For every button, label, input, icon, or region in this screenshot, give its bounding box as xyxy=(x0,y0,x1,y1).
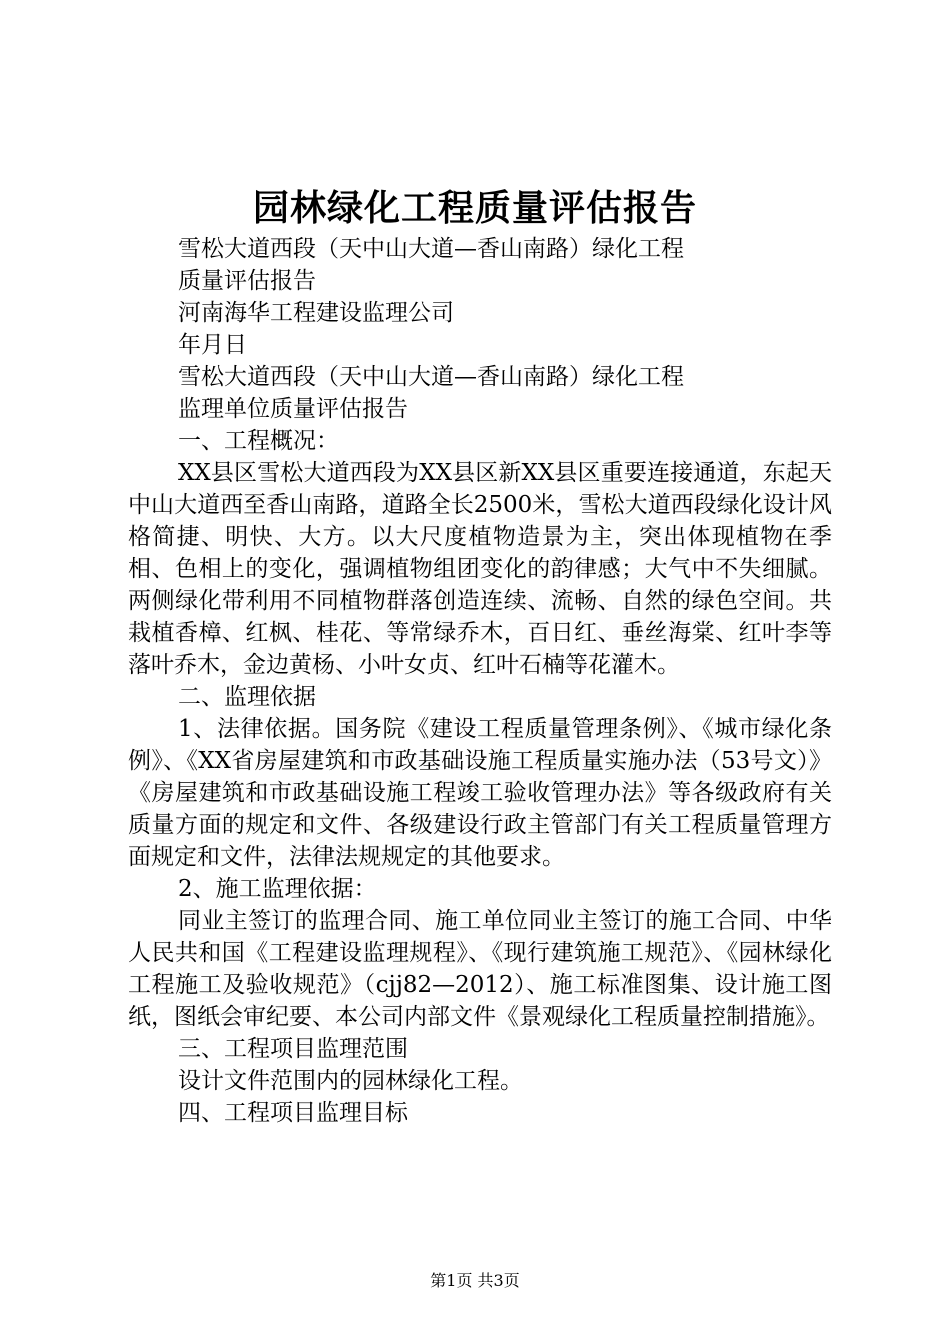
paragraph-legal-basis: 1、法律依据。国务院《建设工程质量管理条例》、《城市绿化条例》、《XX省房屋建筑和市政基础设施工程质量实施办法（53号文）》《房屋建筑和市政基础设施工程竣工验收管理办法》等各级政府有关质量方面的规定和文件、各级建设行政主管部门有关工程质量管理方面规定和文件，法律法规规定的其他要求。 xyxy=(128,716,832,870)
page-number-footer: 第1页 共3页 xyxy=(430,1271,520,1290)
company-name-line: 河南海华工程建设监理公司 xyxy=(178,300,454,326)
project-name-line: 雪松大道西段（天中山大道—香山南路）绿化工程 xyxy=(178,236,684,262)
report-type-line: 监理单位质量评估报告 xyxy=(178,396,408,422)
section-heading-overview: 一、工程概况： xyxy=(178,428,339,454)
section-heading-basis: 二、监理依据 xyxy=(178,684,316,710)
paragraph-overview: XX县区雪松大道西段为XX县区新XX县区重要连接通道，东起天中山大道西至香山南路，道路全长2500米，雪松大道西段绿化设计风格简捷、明快、大方。以大尺度植物造景为主，突出体现植物在季相、色相上的变化，强调植物组团变化的韵律感；大气中不失细腻。两侧绿化带利用不同植物群落创造连续、流畅、自然的绿色空间。共栽植香樟、红枫、桂花、等常绿乔木，百日红、垂丝海棠、红叶李等落叶乔木，金边黄杨、小叶女贞、红叶石楠等花灌木。 xyxy=(128,460,832,678)
date-line: 年月日 xyxy=(178,332,247,358)
section-heading-scope: 三、工程项目监理范围 xyxy=(178,1036,408,1062)
paragraph-construction-basis: 同业主签订的监理合同、施工单位同业主签订的施工合同、中华人民共和国《工程建设监理规程》、《现行建筑施工规范》、《园林绿化工程施工及验收规范》（cjj82—2012）、施工标准图集、设计施工图纸，图纸会审纪要、本公司内部文件《景观绿化工程质量控制措施》。 xyxy=(128,908,832,1030)
subheading-construction-basis: 2、施工监理依据： xyxy=(178,876,377,902)
report-subtitle-line: 质量评估报告 xyxy=(178,268,316,294)
document-title: 园林绿化工程质量评估报告 xyxy=(252,187,697,229)
paragraph-scope: 设计文件范围内的园林绿化工程。 xyxy=(178,1068,523,1094)
project-name-line-2: 雪松大道西段（天中山大道—香山南路）绿化工程 xyxy=(178,364,684,390)
section-heading-goals: 四、工程项目监理目标 xyxy=(178,1100,408,1126)
document-body xyxy=(128,233,832,1129)
